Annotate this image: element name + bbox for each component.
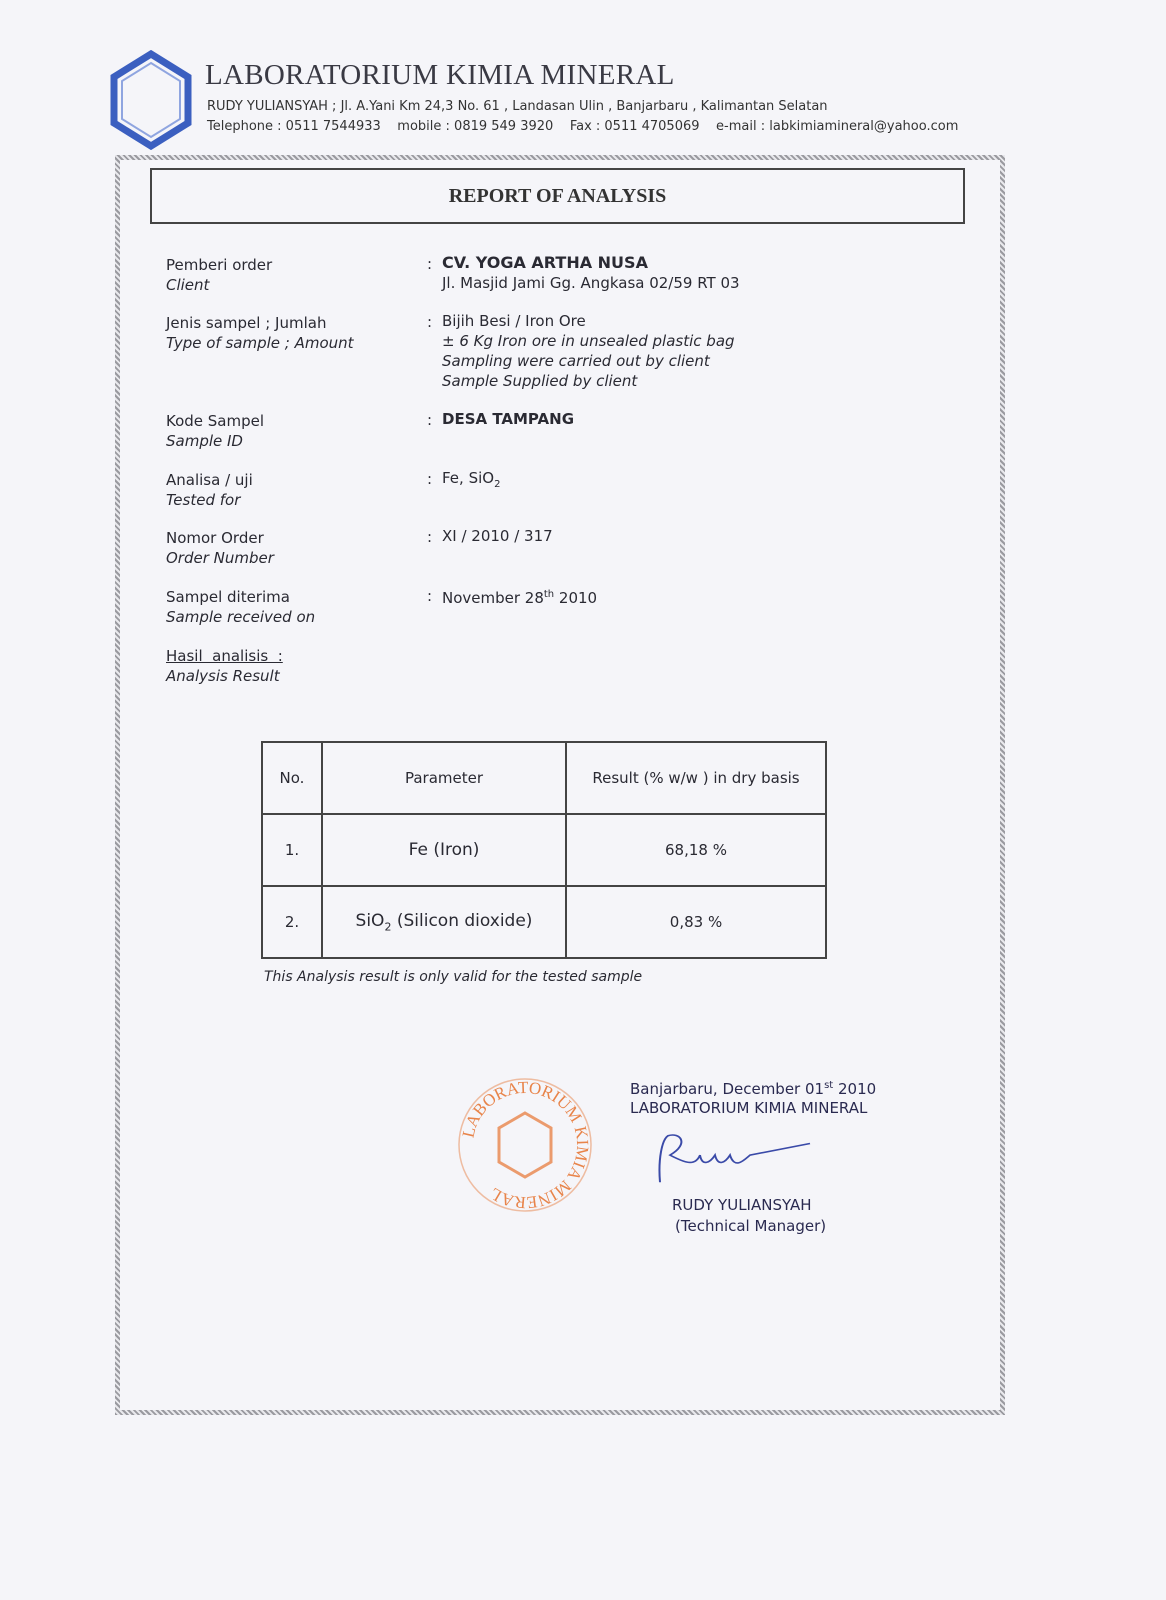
lab-contact: Telephone : 0511 7544933 mobile : 0819 549 3920 Fax : 0511 4705069 e-mail : labkimiamineral@yahoo.com (207, 119, 959, 134)
svg-text:LABORATORIUM KIMIA MINERAL: LABORATORIUM KIMIA MINERAL (458, 1077, 593, 1213)
field-label-sample-id: Kode Sampel Sample ID (166, 412, 265, 450)
colon-separator: : (427, 255, 433, 273)
header-no: No. (262, 742, 322, 814)
field-label-sample-type: Jenis sampel ; Jumlah Type of sample ; Amount (166, 314, 354, 352)
field-label-analysis-result: Hasil analisis : Analysis Result (166, 647, 283, 685)
field-label-received: Sampel diterima Sample received on (166, 588, 316, 626)
colon-separator: : (427, 411, 433, 429)
colon-separator: : (427, 313, 433, 331)
field-label-order-number: Nomor Order Order Number (166, 529, 274, 567)
lab-stamp-icon (455, 1075, 595, 1215)
handwritten-signature-icon (640, 1128, 815, 1190)
lab-logo-hexagon-icon (110, 50, 192, 150)
cell-result: 0,83 % (566, 886, 826, 958)
lab-name: LABORATORIUM KIMIA MINERAL (205, 59, 675, 91)
field-value-sample-type: Bijih Besi / Iron Ore ± 6 Kg Iron ore in unsealed plastic bag Sampling were carried out by client Sample Supplied by client (442, 312, 735, 390)
results-table (261, 741, 827, 959)
signatory-role: (Technical Manager) (675, 1217, 827, 1235)
colon-separator: : (427, 528, 433, 546)
validity-note: This Analysis result is only valid for the tested sample (264, 969, 643, 985)
field-label-client: Pemberi order Client (166, 256, 273, 294)
report-title: REPORT OF ANALYSIS (150, 168, 965, 224)
table-header-row (262, 742, 826, 814)
cell-no: 1. (262, 814, 322, 886)
field-label-tested-for: Analisa / uji Tested for (166, 471, 253, 509)
colon-separator: : (427, 587, 433, 605)
cell-no: 2. (262, 886, 322, 958)
colon-separator: : (427, 470, 433, 488)
signature-place-date: Banjarbaru, December 01st 2010 (630, 1080, 877, 1098)
cell-parameter: SiO$_2$ (Silicon dioxide) (322, 886, 566, 958)
cell-parameter: Fe (Iron) (322, 814, 566, 886)
table-row (262, 814, 826, 886)
field-value-received: November 28th 2010 (442, 589, 598, 607)
field-value-order-number: XI / 2010 / 317 (442, 527, 553, 545)
lab-address: RUDY YULIANSYAH ; Jl. A.Yani Km 24,3 No. 61 , Landasan Ulin , Banjarbaru , Kalimantan Selatan (207, 99, 828, 114)
cell-result: 68,18 % (566, 814, 826, 886)
signatory-name: RUDY YULIANSYAH (672, 1196, 812, 1214)
table-row (262, 886, 826, 958)
field-value-client: CV. YOGA ARTHA NUSA Jl. Masjid Jami Gg. Angkasa 02/59 RT 03 (442, 253, 740, 292)
field-value-sample-id: DESA TAMPANG (442, 410, 575, 428)
header-result: Result (% w/w ) in dry basis (566, 742, 826, 814)
header-parameter: Parameter (322, 742, 566, 814)
field-value-tested-for: Fe, SiO$_2$ (442, 469, 501, 490)
signature-org: LABORATORIUM KIMIA MINERAL (630, 1099, 868, 1117)
